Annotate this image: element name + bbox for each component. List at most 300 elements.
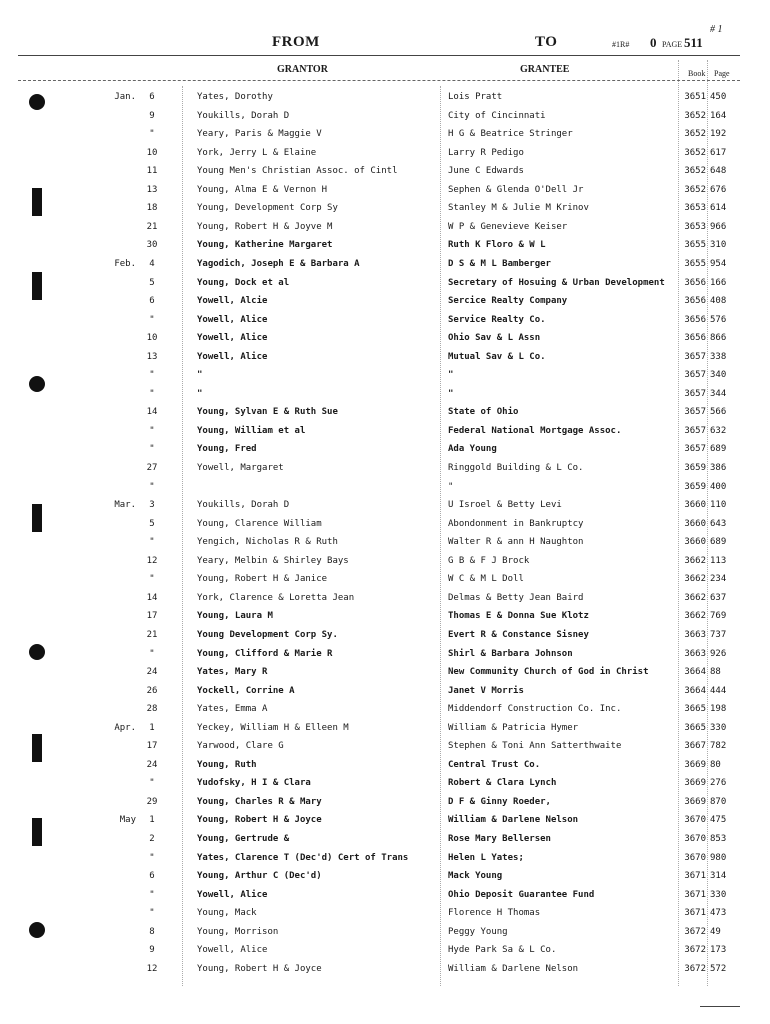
grantee-cell: Secretary of Hosuing & Urban Development (448, 277, 665, 288)
day-cell: 1 (149, 815, 155, 826)
day-cell: 29 (146, 796, 158, 807)
grantor-cell: Youkills, Dorah D (197, 110, 290, 121)
day-cell: " (149, 574, 155, 585)
grantee-cell: New Community Church of God in Christ (448, 667, 649, 678)
grantee-cell: Delmas & Betty Jean Baird (448, 592, 584, 603)
ledger-row (0, 904, 770, 922)
grantee-cell: Florence H Thomas (448, 908, 541, 919)
grantor-cell: Young, Charles R & Mary (197, 796, 322, 807)
ledger-row (0, 274, 770, 292)
small-label-1: #1R# (612, 40, 630, 49)
day-cell: 6 (149, 871, 155, 882)
month-cell: Feb. (114, 258, 136, 269)
book-cell: 3652 (684, 184, 706, 195)
ledger-row (0, 645, 770, 663)
ledger-row (0, 867, 770, 885)
grantor-cell: Yates, Dorothy (197, 92, 273, 102)
book-cell: 3669 (684, 759, 706, 770)
ledger-row (0, 125, 770, 143)
grantee-cell: City of Cincinnati (448, 110, 546, 121)
grantor-cell: Young Men's Christian Assoc. of Cintl (197, 166, 398, 177)
grantee-cell: Peggy Young (448, 926, 508, 937)
page-cell: 340 (710, 370, 727, 381)
month-cell: May (119, 815, 136, 826)
page-cell: 632 (710, 425, 727, 436)
grantee-cell: Rose Mary Bellersen (448, 834, 551, 844)
grantee-cell: Mutual Sav & L Co. (448, 351, 546, 362)
page-cell: 870 (710, 796, 727, 807)
grantor-cell: York, Jerry L & Elaine (197, 147, 317, 158)
book-cell: 3659 (684, 481, 706, 492)
grantor-cell: Young, William et al (197, 425, 306, 436)
grantee-cell: Helen L Yates; (448, 852, 524, 863)
day-cell: 21 (146, 221, 158, 232)
grantee-cell: Hyde Park Sa & L Co. (448, 945, 557, 956)
grantor-cell: Yockell, Corrine A (197, 685, 295, 696)
day-cell: 10 (146, 147, 158, 158)
ledger-row (0, 793, 770, 811)
day-cell: " (149, 444, 155, 455)
day-cell: 12 (146, 963, 158, 974)
grantee-cell: Middendorf Construction Co. Inc. (448, 704, 622, 715)
ledger-row (0, 663, 770, 681)
grantee-cell: Robert & Clara Lynch (448, 778, 557, 789)
day-cell: 6 (149, 92, 155, 102)
page-cell: 926 (710, 648, 727, 659)
book-cell: 3672 (684, 945, 706, 956)
page-cell: 475 (710, 815, 727, 826)
page-cell: 173 (710, 945, 727, 956)
ledger-row (0, 366, 770, 384)
grantee-cell: Ohio Sav & L Assn (448, 333, 541, 344)
ledger-row (0, 756, 770, 774)
ledger-row (0, 607, 770, 625)
grantor-cell: York, Clarence & Loretta Jean (197, 592, 355, 603)
grantee-cell: D S & M L Bamberger (448, 258, 551, 269)
book-cell: 3657 (684, 444, 706, 455)
grantor-cell: Yeary, Paris & Maggie V (197, 129, 322, 140)
ledger-row (0, 886, 770, 904)
grantor-cell: Young, Katherine Margaret (197, 240, 333, 251)
ledger-row (0, 737, 770, 755)
page-cell: 408 (710, 296, 727, 307)
grantor-cell: Young, Fred (197, 444, 257, 455)
grantor-cell: Young, Ruth (197, 759, 257, 770)
book-cell: 3657 (684, 425, 706, 436)
book-cell: 3663 (684, 629, 706, 640)
book-cell: 3670 (684, 815, 706, 826)
book-cell: 3663 (684, 648, 706, 659)
grantee-cell: Central Trust Co. (448, 759, 541, 770)
page-cell: 88 (710, 667, 721, 678)
grantee-cell: Service Realty Co. (448, 314, 546, 325)
ledger-row (0, 422, 770, 440)
book-cell: 3653 (684, 203, 706, 214)
page-cell: 386 (710, 463, 727, 473)
book-cell: 3652 (684, 166, 706, 177)
book-cell: 3662 (684, 592, 706, 603)
grantee-cell: Evert R & Constance Sisney (448, 629, 589, 640)
grantor-cell: Young, Clifford & Marie R (197, 648, 333, 659)
book-cell: 3660 (684, 500, 706, 511)
grantor-cell: Young, Arthur C (Dec'd) (197, 871, 322, 882)
ledger-row (0, 329, 770, 347)
grantor-cell: " (197, 370, 203, 381)
book-cell: 3655 (684, 258, 706, 269)
ledger-row (0, 496, 770, 514)
grantor-heading: GRANTOR (277, 64, 328, 75)
grantee-cell: G B & F J Brock (448, 555, 530, 566)
day-cell: " (149, 537, 155, 548)
page-cell: 648 (710, 166, 727, 177)
book-cell: 3656 (684, 296, 706, 307)
book-cell: 3660 (684, 537, 706, 548)
grantee-cell: Ruth K Floro & W L (448, 240, 546, 251)
grantor-cell: Yeckey, William H & Elleen M (197, 722, 349, 733)
grantor-cell: Young, Development Corp Sy (197, 203, 338, 214)
grantee-cell: Thomas E & Donna Sue Klotz (448, 611, 589, 622)
book-cell: 3671 (684, 871, 706, 882)
ledger-row (0, 385, 770, 403)
day-cell: 8 (149, 926, 155, 937)
book-cell: 3670 (684, 852, 706, 863)
month-cell: Mar. (114, 500, 136, 511)
grantor-cell: Young, Robert H & Janice (197, 574, 328, 585)
day-cell: 26 (146, 685, 158, 696)
ledger-row (0, 626, 770, 644)
day-cell: 18 (146, 203, 158, 214)
page-column-heading: Page (714, 69, 730, 78)
grantee-cell: June C Edwards (448, 166, 524, 177)
day-cell: 12 (146, 555, 158, 566)
ledger-row (0, 348, 770, 366)
grantee-cell: Abondonment in Bankruptcy (448, 518, 584, 529)
grantee-cell: Larry R Pedigo (448, 147, 524, 158)
page-cell: 450 (710, 92, 727, 102)
grantee-cell: " (448, 388, 454, 399)
page-cell: 330 (710, 722, 727, 733)
grantor-cell: Young, Sylvan E & Ruth Sue (197, 407, 338, 418)
grantor-cell: Young, Gertrude & (197, 834, 290, 844)
day-cell: " (149, 314, 155, 325)
to-heading: TO (535, 34, 558, 50)
grantor-cell: Yarwood, Clare G (197, 741, 284, 752)
grantor-cell: Young, Mack (197, 908, 257, 919)
day-cell: 28 (146, 704, 158, 715)
book-value-left: 0 (650, 35, 657, 50)
book-cell: 3655 (684, 240, 706, 251)
grantee-cell: State of Ohio (448, 407, 519, 418)
grantor-cell: Yates, Mary R (197, 667, 268, 678)
ledger-row (0, 774, 770, 792)
book-cell: 3662 (684, 555, 706, 566)
day-cell: 13 (146, 184, 158, 195)
bottom-corner-line (700, 1006, 740, 1007)
book-cell: 3669 (684, 778, 706, 789)
page-cell: 330 (710, 889, 727, 900)
small-label-2: PAGE (662, 40, 683, 49)
page-cell: 310 (710, 240, 727, 251)
ledger-row (0, 941, 770, 959)
ledger-row (0, 403, 770, 421)
page-cell: 614 (710, 203, 727, 214)
book-cell: 3652 (684, 110, 706, 121)
grantee-cell: W C & M L Doll (448, 574, 524, 585)
grantor-cell: Young, Morrison (197, 926, 279, 937)
from-heading: FROM (272, 34, 320, 50)
page-cell: 473 (710, 908, 727, 919)
day-cell: 24 (146, 667, 158, 678)
grantor-cell: Yowell, Alice (197, 351, 268, 362)
book-cell: 3662 (684, 574, 706, 585)
grantee-cell: Federal National Mortgage Assoc. (448, 425, 622, 436)
day-cell: 14 (146, 407, 158, 418)
ledger-row (0, 255, 770, 273)
page-cell: 782 (710, 741, 727, 752)
day-cell: 13 (146, 351, 158, 362)
page-cell: 676 (710, 184, 727, 195)
ledger-row (0, 218, 770, 236)
month-cell: Jan. (114, 92, 136, 102)
page-cell: 49 (710, 926, 721, 937)
page-cell: 689 (710, 444, 727, 455)
day-cell: 5 (149, 518, 155, 529)
grantor-cell: Young, Robert H & Joyve M (197, 221, 333, 232)
page-cell: 314 (710, 871, 727, 882)
book-cell: 3660 (684, 518, 706, 529)
book-cell: 3652 (684, 129, 706, 140)
day-cell: " (149, 648, 155, 659)
grantor-cell: Young, Robert H & Joyce (197, 815, 322, 826)
day-cell: 3 (149, 500, 155, 511)
ledger-row (0, 107, 770, 125)
book-cell: 3657 (684, 407, 706, 418)
grantee-cell: William & Darlene Nelson (448, 963, 579, 974)
grantor-cell: Yeary, Melbin & Shirley Bays (197, 555, 349, 566)
book-cell: 3671 (684, 889, 706, 900)
grantor-cell: Yates, Emma A (197, 704, 268, 715)
ledger-row (0, 830, 770, 848)
book-column-heading: Book (688, 69, 706, 78)
grantor-cell: Yudofsky, H I & Clara (197, 778, 311, 789)
ledger-row (0, 199, 770, 217)
grantor-cell: Yowell, Alice (197, 945, 268, 956)
grantor-cell: Young, Robert H & Joyce (197, 963, 322, 974)
grantor-cell: " (197, 388, 203, 399)
ledger-row (0, 923, 770, 941)
page-cell: 866 (710, 333, 727, 344)
book-cell: 3662 (684, 611, 706, 622)
ledger-row (0, 162, 770, 180)
grantor-cell: Young, Dock et al (197, 277, 290, 288)
book-cell: 3652 (684, 147, 706, 158)
day-cell: " (149, 129, 155, 140)
month-cell: Apr. (114, 722, 136, 733)
grantor-cell: Yagodich, Joseph E & Barbara A (197, 258, 360, 269)
book-cell: 3665 (684, 704, 706, 715)
ledger-row (0, 144, 770, 162)
book-cell: 3665 (684, 722, 706, 733)
day-cell: 24 (146, 759, 158, 770)
day-cell: " (149, 852, 155, 863)
page-cell: 110 (710, 500, 727, 511)
grantee-cell: William & Darlene Nelson (448, 815, 579, 826)
ledger-row (0, 552, 770, 570)
page-cell: 769 (710, 611, 727, 622)
book-value-right: 511 (684, 35, 703, 50)
grantee-cell: Ada Young (448, 444, 497, 455)
grantor-cell: Yowell, Margaret (197, 463, 284, 473)
ledger-row (0, 570, 770, 588)
grantee-cell: Sercice Realty Company (448, 296, 568, 307)
grantee-cell: W P & Genevieve Keiser (448, 221, 568, 232)
page-cell: 966 (710, 221, 727, 232)
book-cell: 3657 (684, 370, 706, 381)
ledger-row (0, 440, 770, 458)
day-cell: 30 (146, 240, 158, 251)
grantee-cell: H G & Beatrice Stringer (448, 129, 573, 140)
grantor-cell: Young, Clarence William (197, 518, 322, 529)
ledger-row (0, 719, 770, 737)
book-cell: 3671 (684, 908, 706, 919)
ledger-row (0, 849, 770, 867)
grantee-cell: " (448, 481, 454, 492)
page-cell: 444 (710, 685, 727, 696)
grantor-cell: Yowell, Alice (197, 889, 268, 900)
ledger-row (0, 700, 770, 718)
day-cell: 27 (146, 463, 158, 473)
ledger-row (0, 682, 770, 700)
ledger-row (0, 181, 770, 199)
page-cell: 276 (710, 778, 727, 789)
grantee-cell: Mack Young (448, 871, 503, 882)
grantee-cell: Walter R & ann H Naughton (448, 537, 584, 548)
day-cell: 9 (149, 945, 155, 956)
book-cell: 3659 (684, 463, 706, 473)
page-cell: 198 (710, 704, 727, 715)
grantor-cell: Young, Alma E & Vernon H (197, 184, 328, 195)
page-cell: 689 (710, 537, 727, 548)
grantor-cell: Yates, Clarence T (Dec'd) Cert of Trans (197, 852, 409, 863)
corner-mark-label: # 1 (710, 24, 723, 35)
page-cell: 113 (710, 555, 727, 566)
day-cell: 11 (146, 166, 158, 177)
day-cell: " (149, 889, 155, 900)
book-cell: 3664 (684, 685, 706, 696)
day-cell: 10 (146, 333, 158, 344)
day-cell: 5 (149, 277, 155, 288)
page-cell: 637 (710, 592, 727, 603)
grantee-cell: Ringgold Building & L Co. (448, 463, 584, 473)
grantor-cell: Yowell, Alcie (197, 296, 268, 307)
day-cell: 17 (146, 611, 158, 622)
ledger-row (0, 292, 770, 310)
grantor-cell: Young, Laura M (197, 611, 273, 622)
book-cell: 3656 (684, 333, 706, 344)
grantee-cell: Stephen & Toni Ann Satterthwaite (448, 741, 622, 752)
day-cell: 21 (146, 629, 158, 640)
grantor-cell: Youkills, Dorah D (197, 500, 290, 511)
ledger-row (0, 459, 770, 477)
page-cell: 643 (710, 518, 727, 529)
page-cell: 192 (710, 129, 727, 140)
ledger-row (0, 589, 770, 607)
book-cell: 3653 (684, 221, 706, 232)
grantor-cell: Yowell, Alice (197, 314, 268, 325)
grantee-cell: Lois Pratt (448, 92, 503, 102)
book-cell: 3651 (684, 92, 706, 102)
grantee-cell: Sephen & Glenda O'Dell Jr (448, 184, 584, 195)
day-cell: 1 (149, 722, 155, 733)
header-rule-bottom (18, 80, 740, 81)
day-cell: " (149, 908, 155, 919)
book-cell: 3669 (684, 796, 706, 807)
page-cell: 980 (710, 852, 727, 863)
page-cell: 617 (710, 147, 727, 158)
grantee-cell: Janet V Morris (448, 685, 524, 696)
day-cell: 2 (149, 834, 155, 844)
grantor-cell: Young Development Corp Sy. (197, 629, 338, 640)
page-cell: 400 (710, 481, 727, 492)
page-cell: 80 (710, 759, 721, 770)
page-cell: 164 (710, 110, 727, 121)
book-cell: 3664 (684, 667, 706, 678)
page-cell: 954 (710, 258, 727, 269)
day-cell: 4 (149, 258, 155, 269)
header-rule-top (18, 55, 740, 56)
ledger-row (0, 478, 770, 496)
grantee-cell: D F & Ginny Roeder, (448, 796, 551, 807)
book-cell: 3657 (684, 351, 706, 362)
day-cell: 14 (146, 592, 158, 603)
book-cell: 3670 (684, 834, 706, 844)
grantee-cell: Ohio Deposit Guarantee Fund (448, 889, 595, 900)
grantee-cell: Shirl & Barbara Johnson (448, 648, 573, 659)
page-cell: 344 (710, 388, 727, 399)
grantee-cell: " (448, 370, 454, 381)
page-cell: 338 (710, 351, 727, 362)
ledger-row (0, 811, 770, 829)
grantor-cell: Yowell, Alice (197, 333, 268, 344)
day-cell: 9 (149, 110, 155, 121)
ledger-row (0, 88, 770, 106)
grantee-heading: GRANTEE (520, 64, 570, 75)
ledger-row (0, 960, 770, 978)
book-cell: 3657 (684, 388, 706, 399)
ledger-row (0, 236, 770, 254)
day-cell: " (149, 425, 155, 436)
grantee-cell: U Isroel & Betty Levi (448, 500, 562, 511)
page-cell: 576 (710, 314, 727, 325)
page-cell: 566 (710, 407, 727, 418)
book-cell: 3656 (684, 314, 706, 325)
book-cell: 3672 (684, 926, 706, 937)
grantee-cell: Stanley M & Julie M Krinov (448, 203, 589, 214)
page-cell: 234 (710, 574, 727, 585)
page-cell: 853 (710, 834, 727, 844)
day-cell: " (149, 778, 155, 789)
ledger-row (0, 515, 770, 533)
day-cell: 6 (149, 296, 155, 307)
day-cell: 17 (146, 741, 158, 752)
day-cell: " (149, 388, 155, 399)
book-cell: 3656 (684, 277, 706, 288)
grantee-cell: William & Patricia Hymer (448, 722, 579, 733)
page-cell: 572 (710, 963, 727, 974)
book-cell: 3672 (684, 963, 706, 974)
page-cell: 166 (710, 277, 727, 288)
grantor-cell: Yengich, Nicholas R & Ruth (197, 537, 338, 548)
